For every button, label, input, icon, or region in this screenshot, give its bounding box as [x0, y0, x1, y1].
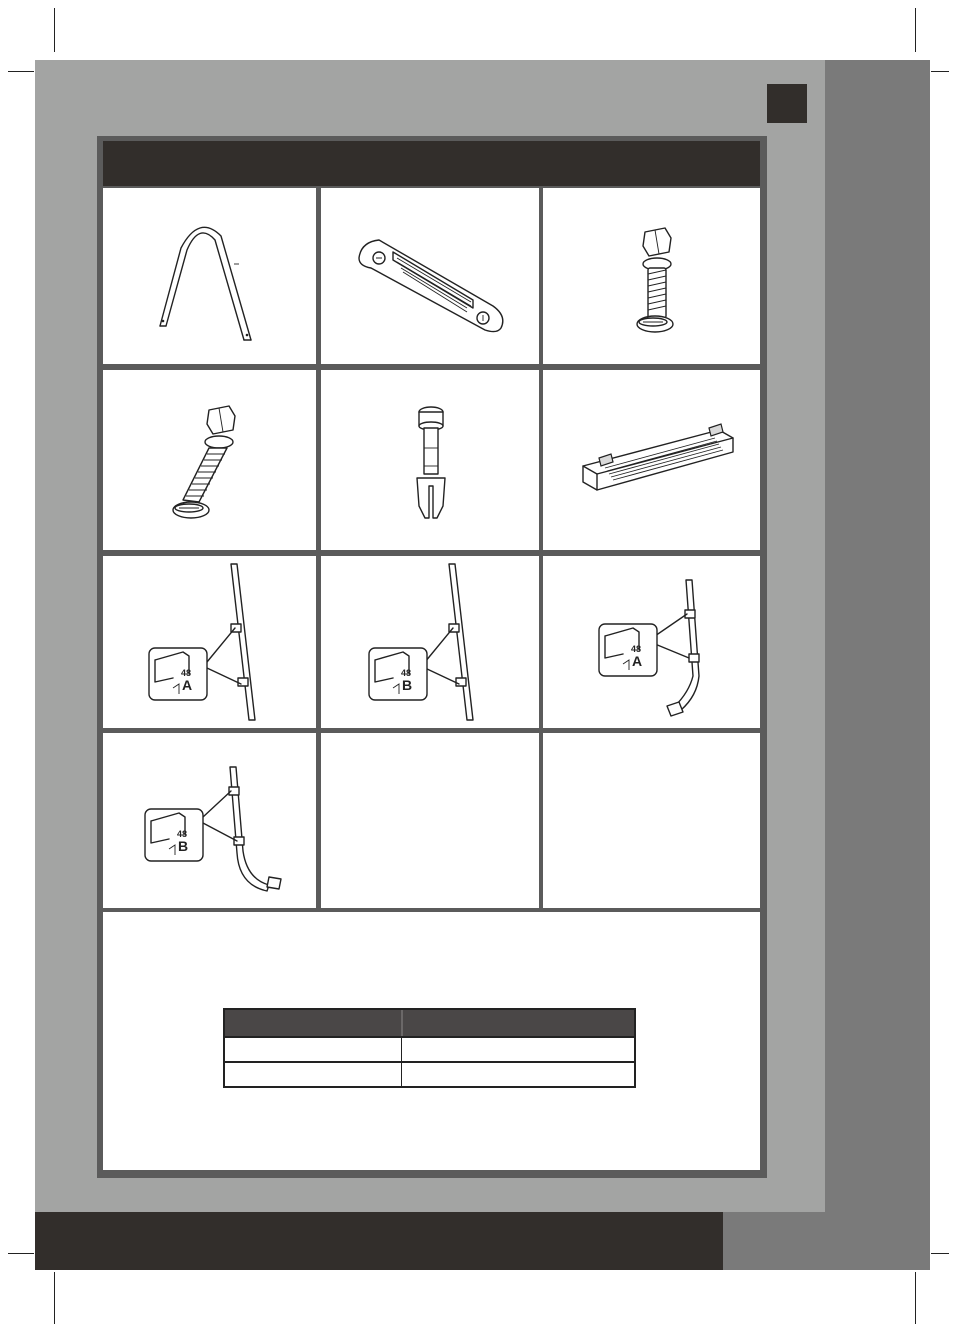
part-cell-9: [543, 556, 760, 728]
crop-mark: [54, 1272, 55, 1324]
pole-letter-label: B: [177, 838, 189, 854]
crop-mark: [931, 71, 949, 72]
crop-mark: [54, 8, 55, 52]
part-cell-5: [321, 370, 539, 550]
short-bolt-with-nut-icon: [543, 188, 760, 364]
part-cell-6: [543, 370, 760, 550]
bent-pole-a-icon: [543, 556, 760, 728]
crop-mark: [915, 1272, 916, 1324]
foot-cap-icon: [543, 370, 760, 550]
pole-letter-label: A: [631, 653, 643, 669]
pole-size-label: 48: [180, 668, 192, 678]
spec-table: [223, 1008, 636, 1088]
side-strip: [825, 60, 930, 1270]
u-shaped-tube-icon: [103, 188, 316, 364]
part-cell-1: [103, 188, 316, 364]
straight-pole-a-icon: [103, 556, 316, 728]
table-row: [225, 1061, 634, 1086]
locking-pin-icon: [321, 370, 539, 550]
pole-size-label: 48: [400, 668, 412, 678]
footer-page-area: [723, 1212, 825, 1270]
part-cell-12: [543, 733, 760, 908]
part-cell-8: [321, 556, 539, 728]
bent-pole-b-icon: [103, 733, 316, 908]
straight-pole-b-icon: [321, 556, 539, 728]
long-bolt-with-nut-icon: [103, 370, 316, 550]
table-row: [225, 1036, 634, 1061]
pole-letter-label: A: [181, 677, 193, 693]
pole-size-label: 48: [176, 829, 188, 839]
crop-mark: [8, 1253, 34, 1254]
pole-letter-label: B: [401, 677, 413, 693]
page-number-tab: [767, 84, 807, 123]
crop-mark: [915, 8, 916, 52]
part-cell-2: [321, 188, 539, 364]
footer-bar: [35, 1212, 723, 1270]
part-cell-10: [103, 733, 316, 908]
crop-mark: [931, 1253, 949, 1254]
part-cell-7: [103, 556, 316, 728]
part-cell-11: [321, 733, 539, 908]
part-cell-3: [543, 188, 760, 364]
connecting-bracket-icon: [321, 188, 539, 364]
pole-size-label: 48: [630, 644, 642, 654]
crop-mark: [8, 71, 34, 72]
part-cell-4: [103, 370, 316, 550]
parts-list-header: [103, 141, 760, 186]
spec-table-header: [225, 1010, 634, 1036]
